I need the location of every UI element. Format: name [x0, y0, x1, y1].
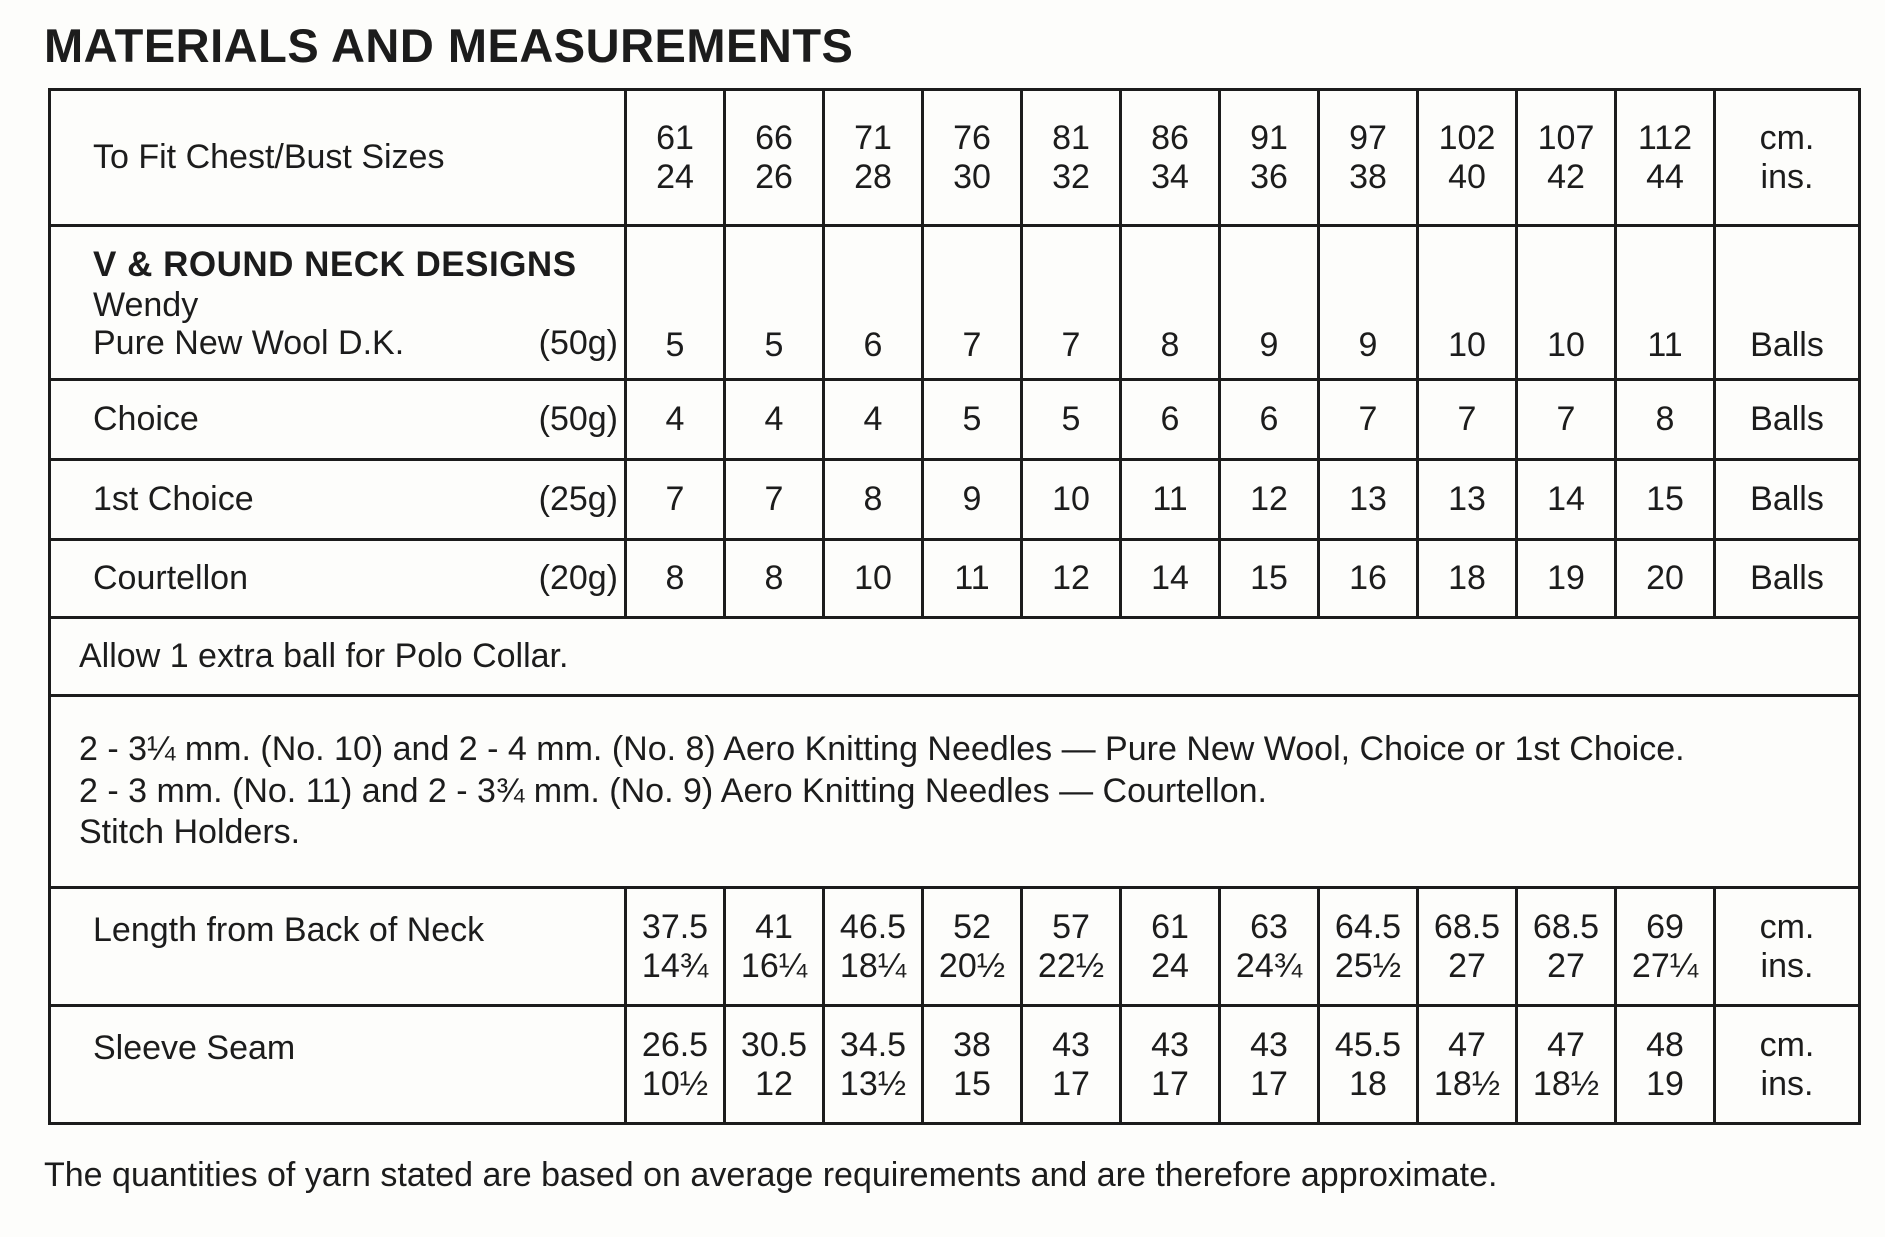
sleeve-cell-8: [1418, 1006, 1517, 1124]
sleeve-cm-4: 43: [1052, 1026, 1090, 1065]
yarn-row-courtellon: [50, 540, 1860, 618]
yarn-balls-cell: 5: [1022, 380, 1121, 460]
polo-note-row: [50, 618, 1860, 696]
sleeve-unit-ins: ins.: [1760, 1064, 1814, 1103]
needles-line-2: 2 - 3 mm. (No. 11) and 2 - 3¾ mm. (No. 9) Aero Knitting Needles — Courtellon.: [79, 771, 1267, 810]
size-cm-1: 66: [755, 119, 793, 158]
yarn-label-choice: Choice (50g): [50, 380, 626, 460]
length-unit: [1715, 888, 1860, 1006]
size-unit-ins: ins.: [1760, 157, 1814, 196]
yarn-balls-cell: 5: [725, 226, 824, 380]
size-ins-7: 38: [1349, 157, 1387, 196]
yarn-weight: (50g): [538, 324, 618, 363]
sleeve-ins-4: 17: [1052, 1064, 1090, 1103]
yarn-balls-cell: 5: [923, 380, 1022, 460]
needles-row: [50, 696, 1860, 888]
sleeve-cm-9: 47: [1547, 1026, 1585, 1065]
yarn-balls-cell: 8: [1121, 226, 1220, 380]
sleeve-cm-3: 38: [953, 1026, 991, 1065]
yarn-balls-cell: 8: [626, 540, 725, 618]
needles-line-1: 2 - 3¼ mm. (No. 10) and 2 - 4 mm. (No. 8) Aero Knitting Needles — Pure New Wool, Choice or 1st Choice.: [79, 730, 1685, 769]
length-ins-4: 22½: [1037, 946, 1105, 985]
yarn-balls-cell: 10: [1418, 226, 1517, 380]
yarn-balls-cell: 7: [626, 460, 725, 540]
sleeve-cell-9: [1517, 1006, 1616, 1124]
yarn-balls-cell: 9: [923, 460, 1022, 540]
length-cm-9: 68.5: [1532, 908, 1600, 947]
size-cm-9: 107: [1537, 119, 1595, 158]
yarn-balls-cell: 7: [1418, 380, 1517, 460]
length-cm-6: 63: [1250, 908, 1288, 947]
sleeve-ins-2: 13½: [839, 1064, 907, 1103]
yarn-name: Pure New Wool D.K.: [93, 324, 405, 363]
yarn-balls-cell: 20: [1616, 540, 1715, 618]
length-cell-9: [1517, 888, 1616, 1006]
yarn-balls-cell: 15: [1220, 540, 1319, 618]
size-ins-0: 24: [656, 157, 694, 196]
sleeve-cm-0: 26.5: [641, 1026, 709, 1065]
yarn-balls-cell: 4: [626, 380, 725, 460]
length-cell-7: [1319, 888, 1418, 1006]
length-cm-10: 69: [1646, 908, 1684, 947]
size-cm-7: 97: [1349, 119, 1387, 158]
length-cm-8: 68.5: [1433, 908, 1501, 947]
size-unit-cm: cm.: [1759, 119, 1815, 158]
sleeve-cm-2: 34.5: [839, 1026, 907, 1065]
sleeve-cm-5: 43: [1151, 1026, 1189, 1065]
length-ins-9: 27: [1547, 946, 1585, 985]
section-heading: V & ROUND NECK DESIGNS: [93, 244, 577, 284]
yarn-label-1st-choice: 1st Choice (25g): [50, 460, 626, 540]
yarn-balls-cell: 4: [824, 380, 923, 460]
length-ins-2: 18¼: [839, 946, 907, 985]
yarn-balls-cell: 13: [1418, 460, 1517, 540]
yarn-balls-cell: 12: [1022, 540, 1121, 618]
sizes-label: To Fit Chest/Bust Sizes: [50, 90, 626, 226]
size-ins-8: 40: [1448, 157, 1486, 196]
yarn-balls-cell: 7: [923, 226, 1022, 380]
yarn-balls-cell: 16: [1319, 540, 1418, 618]
length-cm-1: 41: [755, 908, 793, 947]
yarn-balls-cell: 4: [725, 380, 824, 460]
sleeve-ins-0: 10½: [641, 1064, 709, 1103]
yarn-balls-cell: 6: [824, 226, 923, 380]
sleeve-ins-9: 18½: [1532, 1064, 1600, 1103]
size-cm-2: 71: [854, 119, 892, 158]
length-cm-5: 61: [1151, 908, 1189, 947]
length-ins-10: 27¼: [1631, 946, 1699, 985]
yarn-balls-cell: 9: [1319, 226, 1418, 380]
yarn-unit: Balls: [1715, 226, 1860, 380]
yarn-balls-cell: 7: [1319, 380, 1418, 460]
length-cell-5: [1121, 888, 1220, 1006]
size-cm-5: 86: [1151, 119, 1189, 158]
length-ins-8: 27: [1448, 946, 1486, 985]
sleeve-cm-10: 48: [1646, 1026, 1684, 1065]
size-cell-0: [626, 90, 725, 226]
yarn-balls-cell: 19: [1517, 540, 1616, 618]
yarn-row-choice: [50, 380, 1860, 460]
length-cm-0: 37.5: [641, 908, 709, 947]
size-cell-10: [1616, 90, 1715, 226]
sleeve-ins-8: 18½: [1433, 1064, 1501, 1103]
length-cm-7: 64.5: [1334, 908, 1402, 947]
polo-note: Allow 1 extra ball for Polo Collar.: [50, 618, 1860, 696]
size-cell-7: [1319, 90, 1418, 226]
size-ins-6: 36: [1250, 157, 1288, 196]
yarn-balls-cell: 12: [1220, 460, 1319, 540]
yarn-row-1st-choice: [50, 460, 1860, 540]
sleeve-cell-10: [1616, 1006, 1715, 1124]
sleeve-ins-10: 19: [1646, 1064, 1684, 1103]
size-cm-4: 81: [1052, 119, 1090, 158]
size-ins-5: 34: [1151, 157, 1189, 196]
sleeve-unit: [1715, 1006, 1860, 1124]
sleeve-cm-8: 47: [1448, 1026, 1486, 1065]
length-cell-8: [1418, 888, 1517, 1006]
sleeve-ins-5: 17: [1151, 1064, 1189, 1103]
materials-table: [48, 88, 1861, 1125]
sleeve-ins-7: 18: [1349, 1064, 1387, 1103]
sleeve-cell-0: [626, 1006, 725, 1124]
size-cell-6: [1220, 90, 1319, 226]
needles-note: [50, 696, 1860, 888]
length-cell-6: [1220, 888, 1319, 1006]
size-cell-8: [1418, 90, 1517, 226]
yarn-balls-cell: 6: [1121, 380, 1220, 460]
size-cell-3: [923, 90, 1022, 226]
yarn-label-courtellon: Courtellon (20g): [50, 540, 626, 618]
sleeve-cell-4: [1022, 1006, 1121, 1124]
yarn-balls-cell: 7: [1022, 226, 1121, 380]
size-ins-2: 28: [854, 157, 892, 196]
length-cm-4: 57: [1052, 908, 1090, 947]
length-row: [50, 888, 1860, 1006]
yarn-unit: Balls: [1715, 540, 1860, 618]
size-ins-3: 30: [953, 157, 991, 196]
size-unit: [1715, 90, 1860, 226]
yarn-balls-cell: 10: [824, 540, 923, 618]
length-ins-5: 24: [1151, 946, 1189, 985]
sleeve-seam-row: [50, 1006, 1860, 1124]
yarn-balls-cell: 15: [1616, 460, 1715, 540]
yarn-balls-cell: 14: [1517, 460, 1616, 540]
sleeve-ins-3: 15: [953, 1064, 991, 1103]
size-cell-9: [1517, 90, 1616, 226]
length-cell-4: [1022, 888, 1121, 1006]
length-ins-0: 14¾: [641, 946, 709, 985]
yarn-balls-cell: 6: [1220, 380, 1319, 460]
size-cm-6: 91: [1250, 119, 1288, 158]
size-cm-8: 102: [1438, 119, 1496, 158]
sleeve-ins-6: 17: [1250, 1064, 1288, 1103]
page-title: MATERIALS AND MEASUREMENTS: [44, 19, 854, 72]
length-label: Length from Back of Neck: [50, 888, 626, 1006]
length-cell-1: [725, 888, 824, 1006]
size-cell-4: [1022, 90, 1121, 226]
sleeve-ins-1: 12: [755, 1064, 793, 1103]
length-ins-3: 20½: [938, 946, 1006, 985]
sleeve-cell-2: [824, 1006, 923, 1124]
sleeve-cm-7: 45.5: [1334, 1026, 1402, 1065]
yarn-balls-cell: 8: [824, 460, 923, 540]
yarn-balls-cell: 8: [1616, 380, 1715, 460]
size-cm-10: 112: [1637, 119, 1693, 158]
size-cell-2: [824, 90, 923, 226]
yarn-balls-cell: 9: [1220, 226, 1319, 380]
sleeve-cell-6: [1220, 1006, 1319, 1124]
length-cell-2: [824, 888, 923, 1006]
length-ins-1: 16¼: [740, 946, 808, 985]
sleeve-unit-cm: cm.: [1759, 1026, 1815, 1065]
yarn-balls-cell: 10: [1517, 226, 1616, 380]
sleeve-seam-label: Sleeve Seam: [50, 1006, 626, 1124]
size-cm-0: 61: [656, 119, 694, 158]
length-unit-cm: cm.: [1759, 908, 1815, 947]
length-unit-ins: ins.: [1760, 946, 1814, 985]
yarn-balls-cell: 18: [1418, 540, 1517, 618]
sleeve-cell-5: [1121, 1006, 1220, 1124]
size-cell-5: [1121, 90, 1220, 226]
footnote: The quantities of yarn stated are based on average requirements and are therefore approximate.: [44, 1156, 1498, 1194]
yarn-balls-cell: 11: [1616, 226, 1715, 380]
length-cell-3: [923, 888, 1022, 1006]
yarn-unit: Balls: [1715, 460, 1860, 540]
size-cm-3: 76: [953, 119, 991, 158]
sleeve-cell-3: [923, 1006, 1022, 1124]
size-cell-1: [725, 90, 824, 226]
sleeve-cell-1: [725, 1006, 824, 1124]
sizes-row: [50, 90, 1860, 226]
length-cell-0: [626, 888, 725, 1006]
needles-line-3: Stitch Holders.: [79, 813, 301, 852]
length-cm-3: 52: [953, 908, 991, 947]
yarn-label-pure-new-wool: [50, 226, 626, 380]
sleeve-cm-1: 30.5: [740, 1026, 808, 1065]
length-cm-2: 46.5: [839, 908, 907, 947]
size-ins-9: 42: [1547, 157, 1585, 196]
yarn-row-pure-new-wool: [50, 226, 1860, 380]
size-ins-1: 26: [755, 157, 793, 196]
yarn-balls-cell: 11: [1121, 460, 1220, 540]
yarn-balls-cell: 7: [725, 460, 824, 540]
yarn-balls-cell: 8: [725, 540, 824, 618]
size-ins-4: 32: [1052, 157, 1090, 196]
yarn-balls-cell: 11: [923, 540, 1022, 618]
length-cell-10: [1616, 888, 1715, 1006]
yarn-unit: Balls: [1715, 380, 1860, 460]
sleeve-cm-6: 43: [1250, 1026, 1288, 1065]
length-ins-7: 25½: [1334, 946, 1402, 985]
yarn-balls-cell: 10: [1022, 460, 1121, 540]
size-ins-10: 44: [1646, 157, 1684, 196]
yarn-balls-cell: 7: [1517, 380, 1616, 460]
yarn-balls-cell: 13: [1319, 460, 1418, 540]
yarn-brand: Wendy: [93, 286, 199, 325]
yarn-balls-cell: 5: [626, 226, 725, 380]
yarn-balls-cell: 14: [1121, 540, 1220, 618]
sleeve-cell-7: [1319, 1006, 1418, 1124]
length-ins-6: 24¾: [1235, 946, 1303, 985]
